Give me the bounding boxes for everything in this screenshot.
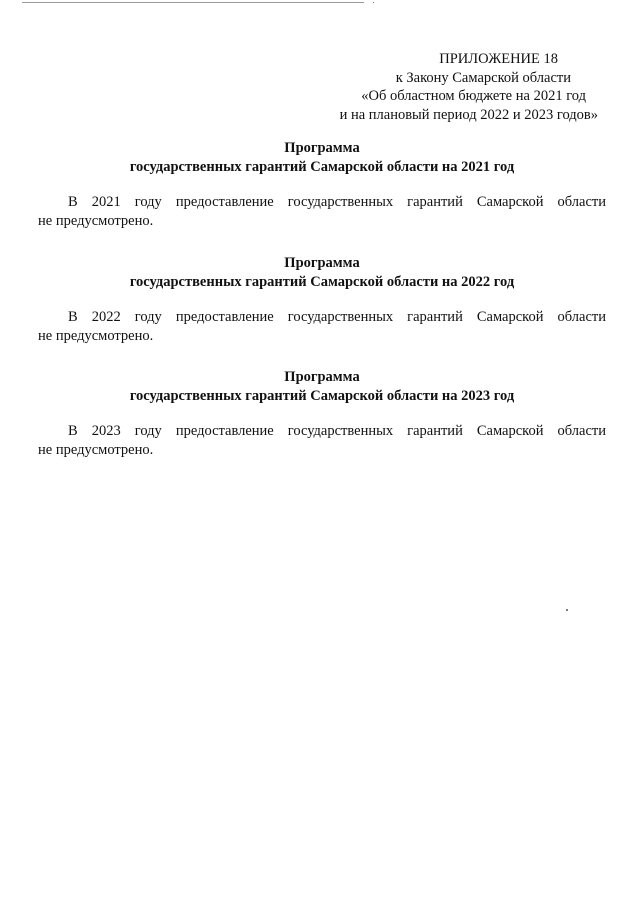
appendix-number: ПРИЛОЖЕНИЕ 18 — [439, 51, 558, 67]
program-section-2022 — [38, 254, 606, 346]
section-title-line2: государственных гарантий Самарской области на 2022 год — [129, 274, 515, 290]
appendix-law-title: «Об областном бюджете на 2021 год — [361, 88, 586, 104]
section-text-line1: В 2022 году предоставление государственных гарантий Самарской области — [68, 309, 606, 325]
section-text-line2: не предусмотрено. — [38, 328, 154, 344]
section-title-line1: Программа — [284, 255, 360, 271]
section-title-line2: государственных гарантий Самарской области на 2023 год — [129, 388, 515, 404]
section-title-line1: Программа — [284, 140, 360, 156]
section-text-line2: не предусмотрено. — [38, 442, 154, 458]
section-title — [38, 368, 606, 406]
section-text-line1: В 2021 году предоставление государственных гарантий Самарской области — [68, 194, 606, 210]
scan-edge-line — [22, 2, 364, 3]
section-paragraph — [38, 308, 606, 346]
section-title-line1: Программа — [284, 369, 360, 385]
section-title — [38, 254, 606, 292]
section-title-line2: государственных гарантий Самарской области на 2021 год — [129, 159, 515, 175]
program-section-2023 — [38, 368, 606, 460]
scan-speck — [566, 609, 568, 611]
appendix-law-period: и на плановый период 2022 и 2023 годов» — [339, 106, 598, 123]
program-section-2021 — [38, 139, 606, 231]
section-paragraph — [38, 422, 606, 460]
appendix-law-ref: к Закону Самарской области — [395, 69, 571, 86]
scan-speck — [373, 2, 374, 3]
appendix-header — [178, 50, 598, 124]
section-text-line2: не предусмотрено. — [38, 213, 154, 229]
section-text-line1: В 2023 году предоставление государственных гарантий Самарской области — [68, 423, 606, 439]
section-paragraph — [38, 193, 606, 231]
section-title — [38, 139, 606, 177]
